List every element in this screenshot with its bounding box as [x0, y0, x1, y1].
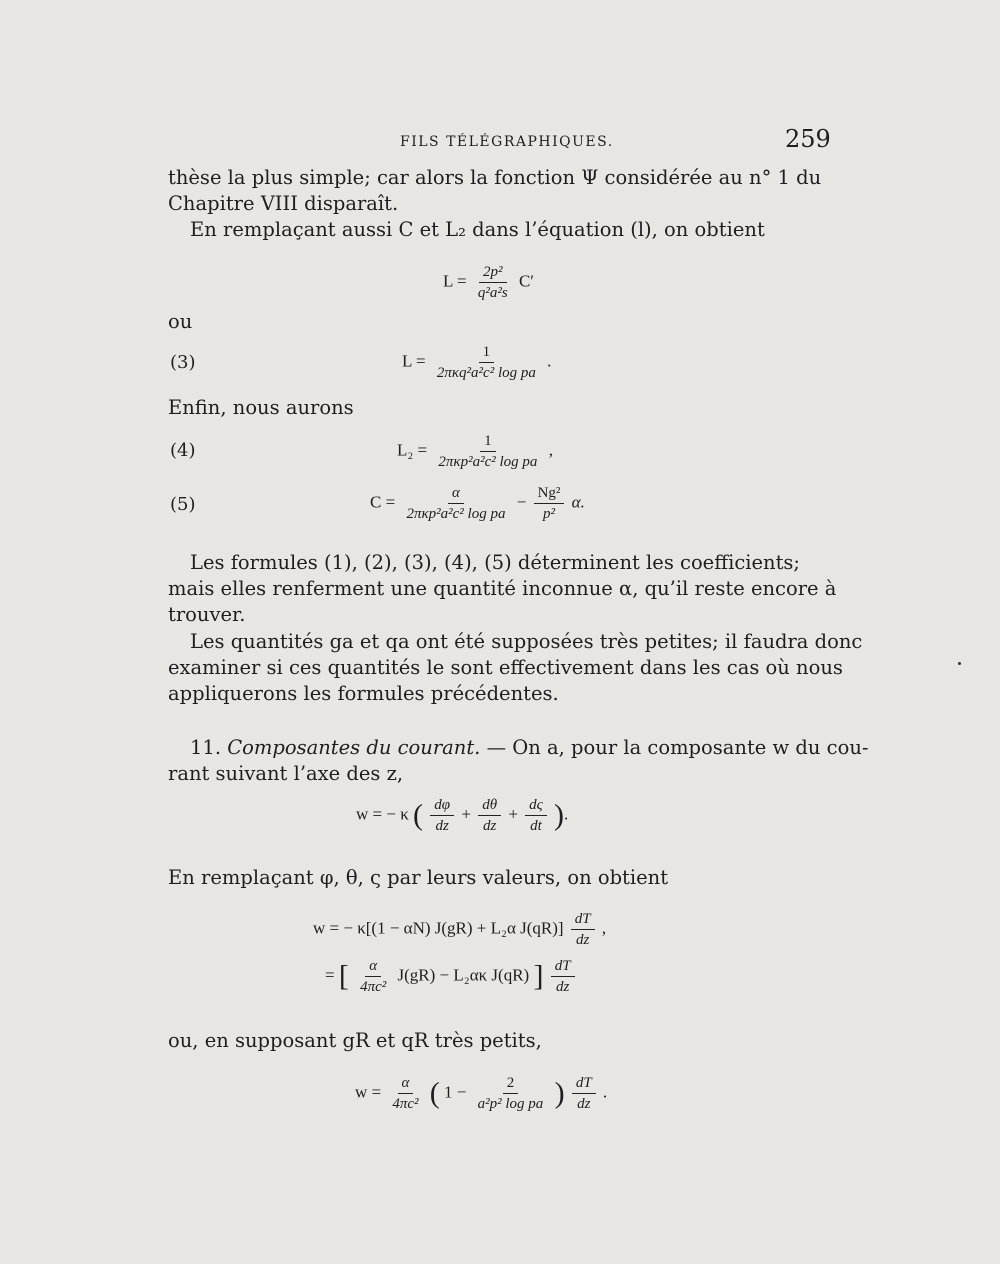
- equation-tail: .: [564, 804, 569, 824]
- numerator: 2: [503, 1074, 519, 1094]
- paragraph-line: thèse la plus simple; car alors la fonction Ψ considérée au n° 1 du: [168, 166, 822, 189]
- fraction: [525, 796, 547, 835]
- fraction: [434, 432, 541, 471]
- section-text: — On a, pour la composante w du cou-: [486, 736, 869, 759]
- numerator: dT: [571, 910, 595, 930]
- numerator: dς: [525, 796, 547, 816]
- fraction: [356, 957, 390, 996]
- fraction: [572, 1074, 596, 1113]
- equation-middle: J(gR) − L₂ακ J(qR): [397, 965, 530, 985]
- equation-tail: ,: [548, 440, 553, 460]
- numerator: dθ: [478, 796, 501, 816]
- minus-sign: −: [516, 492, 527, 512]
- fraction: [478, 796, 501, 835]
- paragraph-line: ou, en supposant gR et qR très petits,: [168, 1029, 542, 1052]
- denominator: 4πc²: [360, 979, 387, 995]
- denominator: p²: [542, 506, 555, 522]
- denominator: dz: [576, 932, 590, 948]
- paragraph-line: En remplaçant φ, θ, ς par leurs valeurs, on obtient: [168, 866, 669, 889]
- fraction: [388, 1074, 422, 1113]
- fraction: [534, 484, 565, 523]
- section-title: Composantes du courant.: [227, 736, 481, 759]
- equation-5: [370, 484, 585, 523]
- equation-lhs: w = − κ: [356, 804, 409, 824]
- equation-lhs: =: [325, 965, 335, 985]
- fraction: [571, 910, 595, 949]
- paragraph-line: appliquerons les formules précédentes.: [168, 682, 559, 705]
- paper-speck: [958, 662, 961, 665]
- fraction: [430, 796, 454, 835]
- fraction: [551, 957, 575, 996]
- equation-term: 1 −: [444, 1082, 467, 1102]
- equation-lhs: w = − κ[(1 − αN) J(gR) + L₂α J(qR)]: [313, 918, 564, 938]
- denominator: dz: [435, 818, 449, 834]
- denominator: 2πκp²a²c² log pa: [438, 454, 538, 470]
- denominator: a²p² log pa: [477, 1096, 544, 1112]
- left-paren: (: [413, 798, 424, 832]
- equation-w2: [313, 910, 606, 949]
- fraction: [402, 484, 509, 523]
- equation-tail: .: [602, 1082, 608, 1102]
- equation-w3: [325, 957, 578, 996]
- paragraph-line: En remplaçant aussi C et L₂ dans l’équation (l), on obtient: [190, 218, 765, 241]
- numerator: α: [398, 1074, 414, 1094]
- paragraph-line: examiner si ces quantités le sont effectivement dans les cas où nous: [168, 656, 843, 679]
- equation-tail: ,: [601, 918, 607, 938]
- equation-label: (4): [170, 440, 196, 461]
- plus-sign: +: [461, 804, 471, 824]
- fraction: [433, 343, 540, 382]
- equation-tail: .: [547, 351, 552, 371]
- numerator: dT: [551, 957, 575, 977]
- denominator: 2πκq²a²c² log pa: [436, 365, 536, 381]
- numerator: 2p²: [479, 263, 507, 283]
- left-bracket: [: [338, 959, 349, 993]
- numerator: dT: [572, 1074, 596, 1094]
- denominator: dz: [577, 1096, 591, 1112]
- denominator: 4πc²: [392, 1096, 419, 1112]
- equation-lhs: C =: [370, 492, 396, 512]
- left-paren: (: [429, 1076, 440, 1110]
- equation-lhs: L =: [443, 271, 467, 291]
- numerator: 1: [480, 432, 496, 452]
- paragraph-line: Chapitre VIII disparaît.: [168, 192, 399, 215]
- page-number: 259: [785, 125, 831, 153]
- denominator: 2πκp²a²c² log pa: [406, 506, 506, 522]
- paragraph-line: trouver.: [168, 603, 246, 626]
- equation-a: [443, 263, 534, 302]
- right-bracket: ]: [533, 959, 544, 993]
- denominator: dz: [555, 979, 570, 995]
- paragraph-line: Les formules (1), (2), (3), (4), (5) déterminent les coefficients;: [190, 551, 800, 574]
- right-paren: ): [554, 1076, 565, 1110]
- denominator: q²a²s: [477, 285, 508, 301]
- equation-tail: C′: [518, 271, 534, 291]
- equation-w1: [356, 796, 568, 835]
- equation-3: [402, 343, 551, 382]
- section-heading-line: [190, 734, 869, 761]
- paragraph-line: Les quantités ga et qa ont été supposées très petites; il faudra donc: [190, 630, 863, 653]
- denominator: dt: [530, 818, 542, 834]
- paragraph-line: mais elles renferment une quantité inconnue α, qu’il reste encore à: [168, 577, 837, 600]
- equation-label: (3): [170, 352, 196, 373]
- paragraph-line: Enfin, nous aurons: [168, 396, 354, 419]
- numerator: α: [365, 957, 381, 977]
- equation-lhs: w =: [355, 1082, 382, 1102]
- paragraph-line: ou: [168, 310, 193, 333]
- equation-label: (5): [170, 494, 196, 515]
- section-number: 11.: [190, 736, 222, 759]
- fraction: [474, 263, 512, 302]
- numerator: dφ: [430, 796, 454, 816]
- paragraph-line: rant suivant l’axe des z,: [168, 762, 404, 785]
- numerator: α: [448, 484, 464, 504]
- equation-tail: α.: [571, 492, 585, 512]
- right-paren: ): [554, 798, 564, 832]
- denominator: dz: [482, 818, 497, 834]
- equation-w4: [355, 1074, 607, 1113]
- numerator: Ng²: [534, 484, 565, 504]
- running-header: FILS TÉLÉGRAPHIQUES.: [400, 134, 614, 150]
- numerator: 1: [479, 343, 495, 363]
- equation-lhs: L₂ =: [397, 440, 428, 460]
- fraction: [474, 1074, 548, 1113]
- plus-sign: +: [508, 804, 518, 824]
- equation-4: [397, 432, 553, 471]
- equation-lhs: L =: [402, 351, 426, 371]
